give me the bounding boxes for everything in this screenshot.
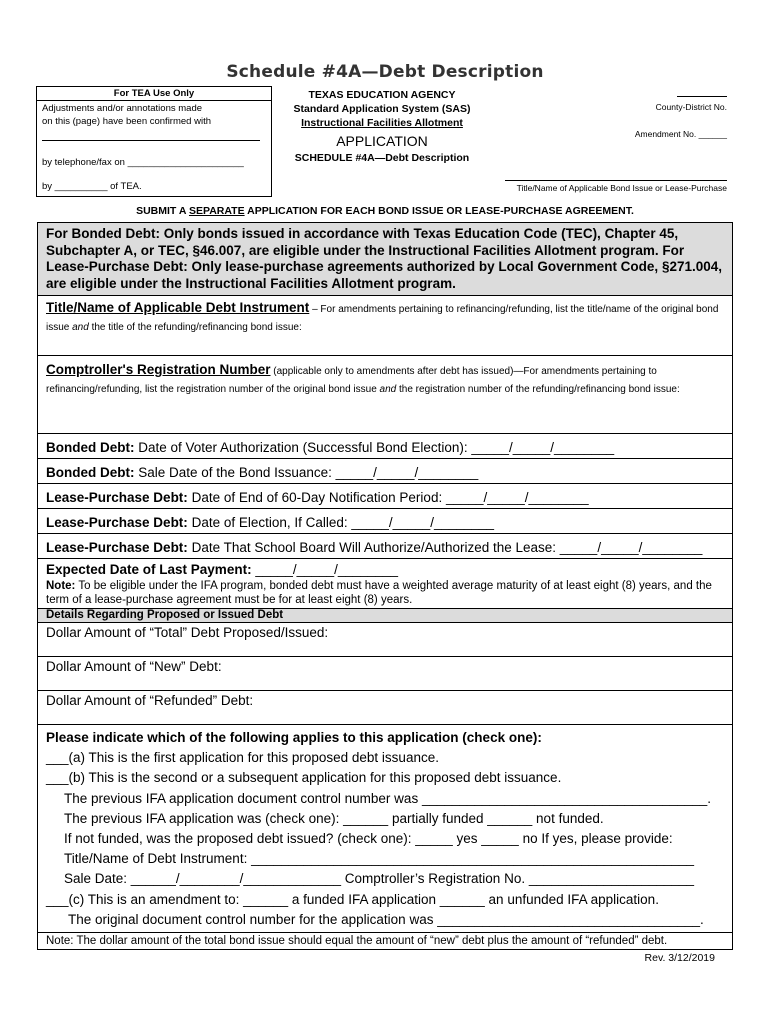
county-district-label: County-District No.: [655, 102, 727, 112]
title-section[interactable]: Title/Name of Applicable Debt Instrument – For amendments pertaining to refinancing/refunding, list the title/name of the original bond issue and the title of the refunding/refinancing bond issue:: [38, 296, 732, 356]
date-row-sale-date[interactable]: Bonded Debt: Sale Date of the Bond Issuance: _____/_____/________: [38, 459, 732, 484]
agency-header: [282, 88, 482, 165]
sale-date-registration[interactable]: Sale Date: ______/________/_____________ Comptroller’s Registration No. ______________________: [64, 871, 695, 887]
submit-instruction: SUBMIT A SEPARATE APPLICATION FOR EACH BOND ISSUE OR LEASE-PURCHASE AGREEMENT.: [136, 205, 634, 217]
previous-application-status[interactable]: The previous IFA application was (check one): ______ partially funded ______ not funded.: [64, 810, 604, 826]
total-debt-field[interactable]: Dollar Amount of “Total” Debt Proposed/Issued:: [38, 623, 732, 657]
debt-issued-question[interactable]: If not funded, was the proposed debt issued? (check one): _____ yes _____ no If yes, please provide:: [64, 831, 673, 847]
option-c[interactable]: ___(c) This is an amendment to: ______ a funded IFA application ______ an unfunded IFA application.: [46, 891, 659, 907]
previous-control-number[interactable]: The previous IFA application document control number was ______________________________________.: [64, 790, 711, 806]
title-name-label: Title/Name of Applicable Bond Issue or Lease-Purchase: [516, 183, 727, 193]
tea-use-only-box: [36, 86, 272, 197]
comptroller-section-label: Comptroller's Registration Number: [46, 362, 271, 377]
comptroller-section[interactable]: Comptroller's Registration Number (applicable only to amendments after debt has issued)—For amendments pertaining to refinancing/refunding, list the registration number of the original bond issue and the registration number of the refunding/refinancing bond issue:: [38, 356, 732, 434]
date-row-voter-authorization[interactable]: Bonded Debt: Date of Voter Authorization (Successful Bond Election): _____/_____/________: [38, 434, 732, 459]
tea-box-line3: by telephone/fax on ______________________: [42, 157, 244, 168]
title-name-field[interactable]: [505, 180, 727, 181]
agency-name: TEXAS EDUCATION AGENCY: [308, 89, 456, 101]
page-title: Schedule #4A—Debt Description: [226, 62, 544, 82]
tea-box-line4: by __________ of TEA.: [42, 181, 142, 192]
application-label: APPLICATION: [336, 133, 428, 149]
schedule-label: SCHEDULE #4A—Debt Description: [294, 152, 470, 164]
option-b[interactable]: ___(b) This is the second or a subsequent application for this proposed debt issuance.: [46, 770, 562, 786]
total-bond-note: Note: The dollar amount of the total bond issue should equal the amount of “new” debt plus the amount of “refunded” debt.: [46, 935, 668, 948]
original-control-number[interactable]: The original document control number for the application was ___________________________________.: [68, 911, 704, 927]
revision-date: Rev. 3/12/2019: [644, 952, 715, 964]
refunded-debt-field[interactable]: Dollar Amount of “Refunded” Debt:: [38, 691, 732, 725]
tea-box-blank-line[interactable]: [42, 140, 260, 141]
debt-form: [37, 222, 733, 950]
debt-instrument-title[interactable]: Title/Name of Debt Instrument: ___________________________________________________________: [64, 851, 695, 867]
tea-box-header: For TEA Use Only: [37, 87, 271, 101]
tea-box-line1: Adjustments and/or annotations made: [42, 103, 203, 114]
check-header: Please indicate which of the following applies to this application (check one):: [46, 730, 542, 745]
date-row-board-authorization[interactable]: Lease-Purchase Debt: Date That School Board Will Authorize/Authorized the Lease: _____/_____/________: [38, 534, 732, 559]
eligibility-intro: For Bonded Debt: Only bonds issued in accordance with Texas Education Code (TEC), Chapter 45, Subchapter A, or TEC, §46.007, are eligible under the Instructional Facilities Allotment program. For Lease-Purchase Debt: Only lease-purchase agreements authorized by Local Government Code, §271.004, are eligible under the Instructional Facilities Allotment program.: [38, 223, 732, 296]
new-debt-field[interactable]: Dollar Amount of “New” Debt:: [38, 657, 732, 691]
maturity-note: Note: To be eligible under the IFA program, bonded debt must have a weighted average maturity of at least eight (8) years, and the term of a lease-purchase agreement must be for at least eight (8) years.: [38, 578, 732, 609]
system-name: Standard Application System (SAS): [293, 103, 471, 115]
date-row-last-payment[interactable]: Expected Date of Last Payment: _____/_____/________: [46, 562, 398, 577]
program-name: Instructional Facilities Allotment: [301, 117, 463, 129]
county-district-field[interactable]: [677, 96, 727, 97]
application-type-section: [38, 725, 732, 933]
details-header: Details Regarding Proposed or Issued Debt: [38, 609, 732, 623]
date-row-election[interactable]: Lease-Purchase Debt: Date of Election, If Called: _____/_____/________: [38, 509, 732, 534]
amendment-label: Amendment No. ______: [634, 129, 727, 139]
option-a[interactable]: ___(a) This is the first application for this proposed debt issuance.: [46, 750, 439, 766]
date-row-notification-end[interactable]: Lease-Purchase Debt: Date of End of 60-Day Notification Period: _____/_____/________: [38, 484, 732, 509]
title-section-label: Title/Name of Applicable Debt Instrument: [46, 300, 310, 315]
tea-box-line2: on this (page) have been confirmed with: [42, 116, 211, 127]
